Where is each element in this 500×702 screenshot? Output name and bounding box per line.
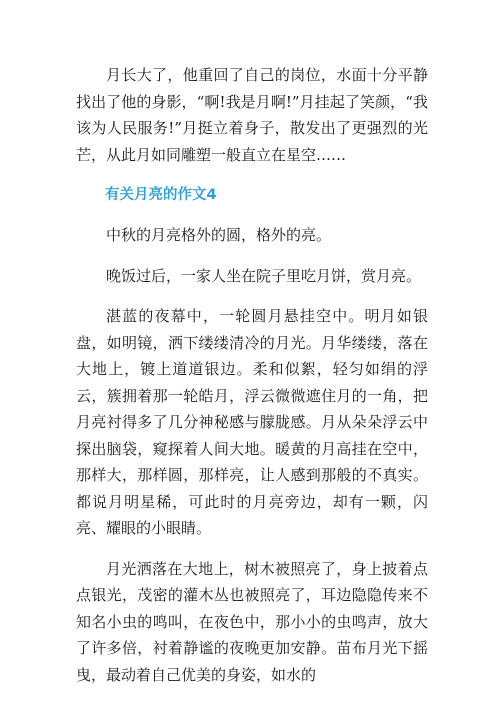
section-heading: 有关月亮的作文4 — [105, 187, 217, 203]
paragraph: 晚饭过后，一家人坐在院子里吃月饼，赏月亮。 — [106, 266, 422, 285]
paragraph: 月光洒落在大地上，树木被照亮了，身上披着点点银光，茂密的灌木丛也被照亮了，耳边隐隐传来不知名小虫的鸣叫，在夜色中，那小小的虫鸣声，放大了许多倍，衬着静谧的夜晚更加安静。苗布月光下摇曳，最动着自己优美的身姿，如水的 — [76, 559, 428, 684]
document-page — [76, 62, 428, 702]
paragraph: 湛蓝的夜幕中，一轮圆月悬挂空中。明月如银盘，如明镜，洒下缕缕清冷的月光。月华缕缕，落在大地上，镀上道道银边。柔和似絮，轻匀如绢的浮云，簇拥着那一轮皓月，浮云微微遮住月的一角，把月亮衬得多了几分神秘感与朦胧感。月从朵朵浮云中探出脑袋，窥探着人间大地。暖黄的月高挂在空中，那样大，那样圆，那样亮，让人感到那般的不真实。都说月明星稀，可此时的月亮旁边，却有一颗，闪亮、耀眼的小眼睛。 — [76, 307, 428, 537]
paragraph: 中秋的月亮格外的圆，格外的亮。 — [106, 226, 332, 244]
paragraph-intro: 月长大了，他重回了自己的岗位，水面十分平静找出了他的身影，“啊!我是月啊!”月挂起了笑颜，“我该为人民服务!”月挺立着身子，散发出了更强烈的光芒，从此月如同雕塑一般直立在星空…… — [76, 66, 428, 164]
